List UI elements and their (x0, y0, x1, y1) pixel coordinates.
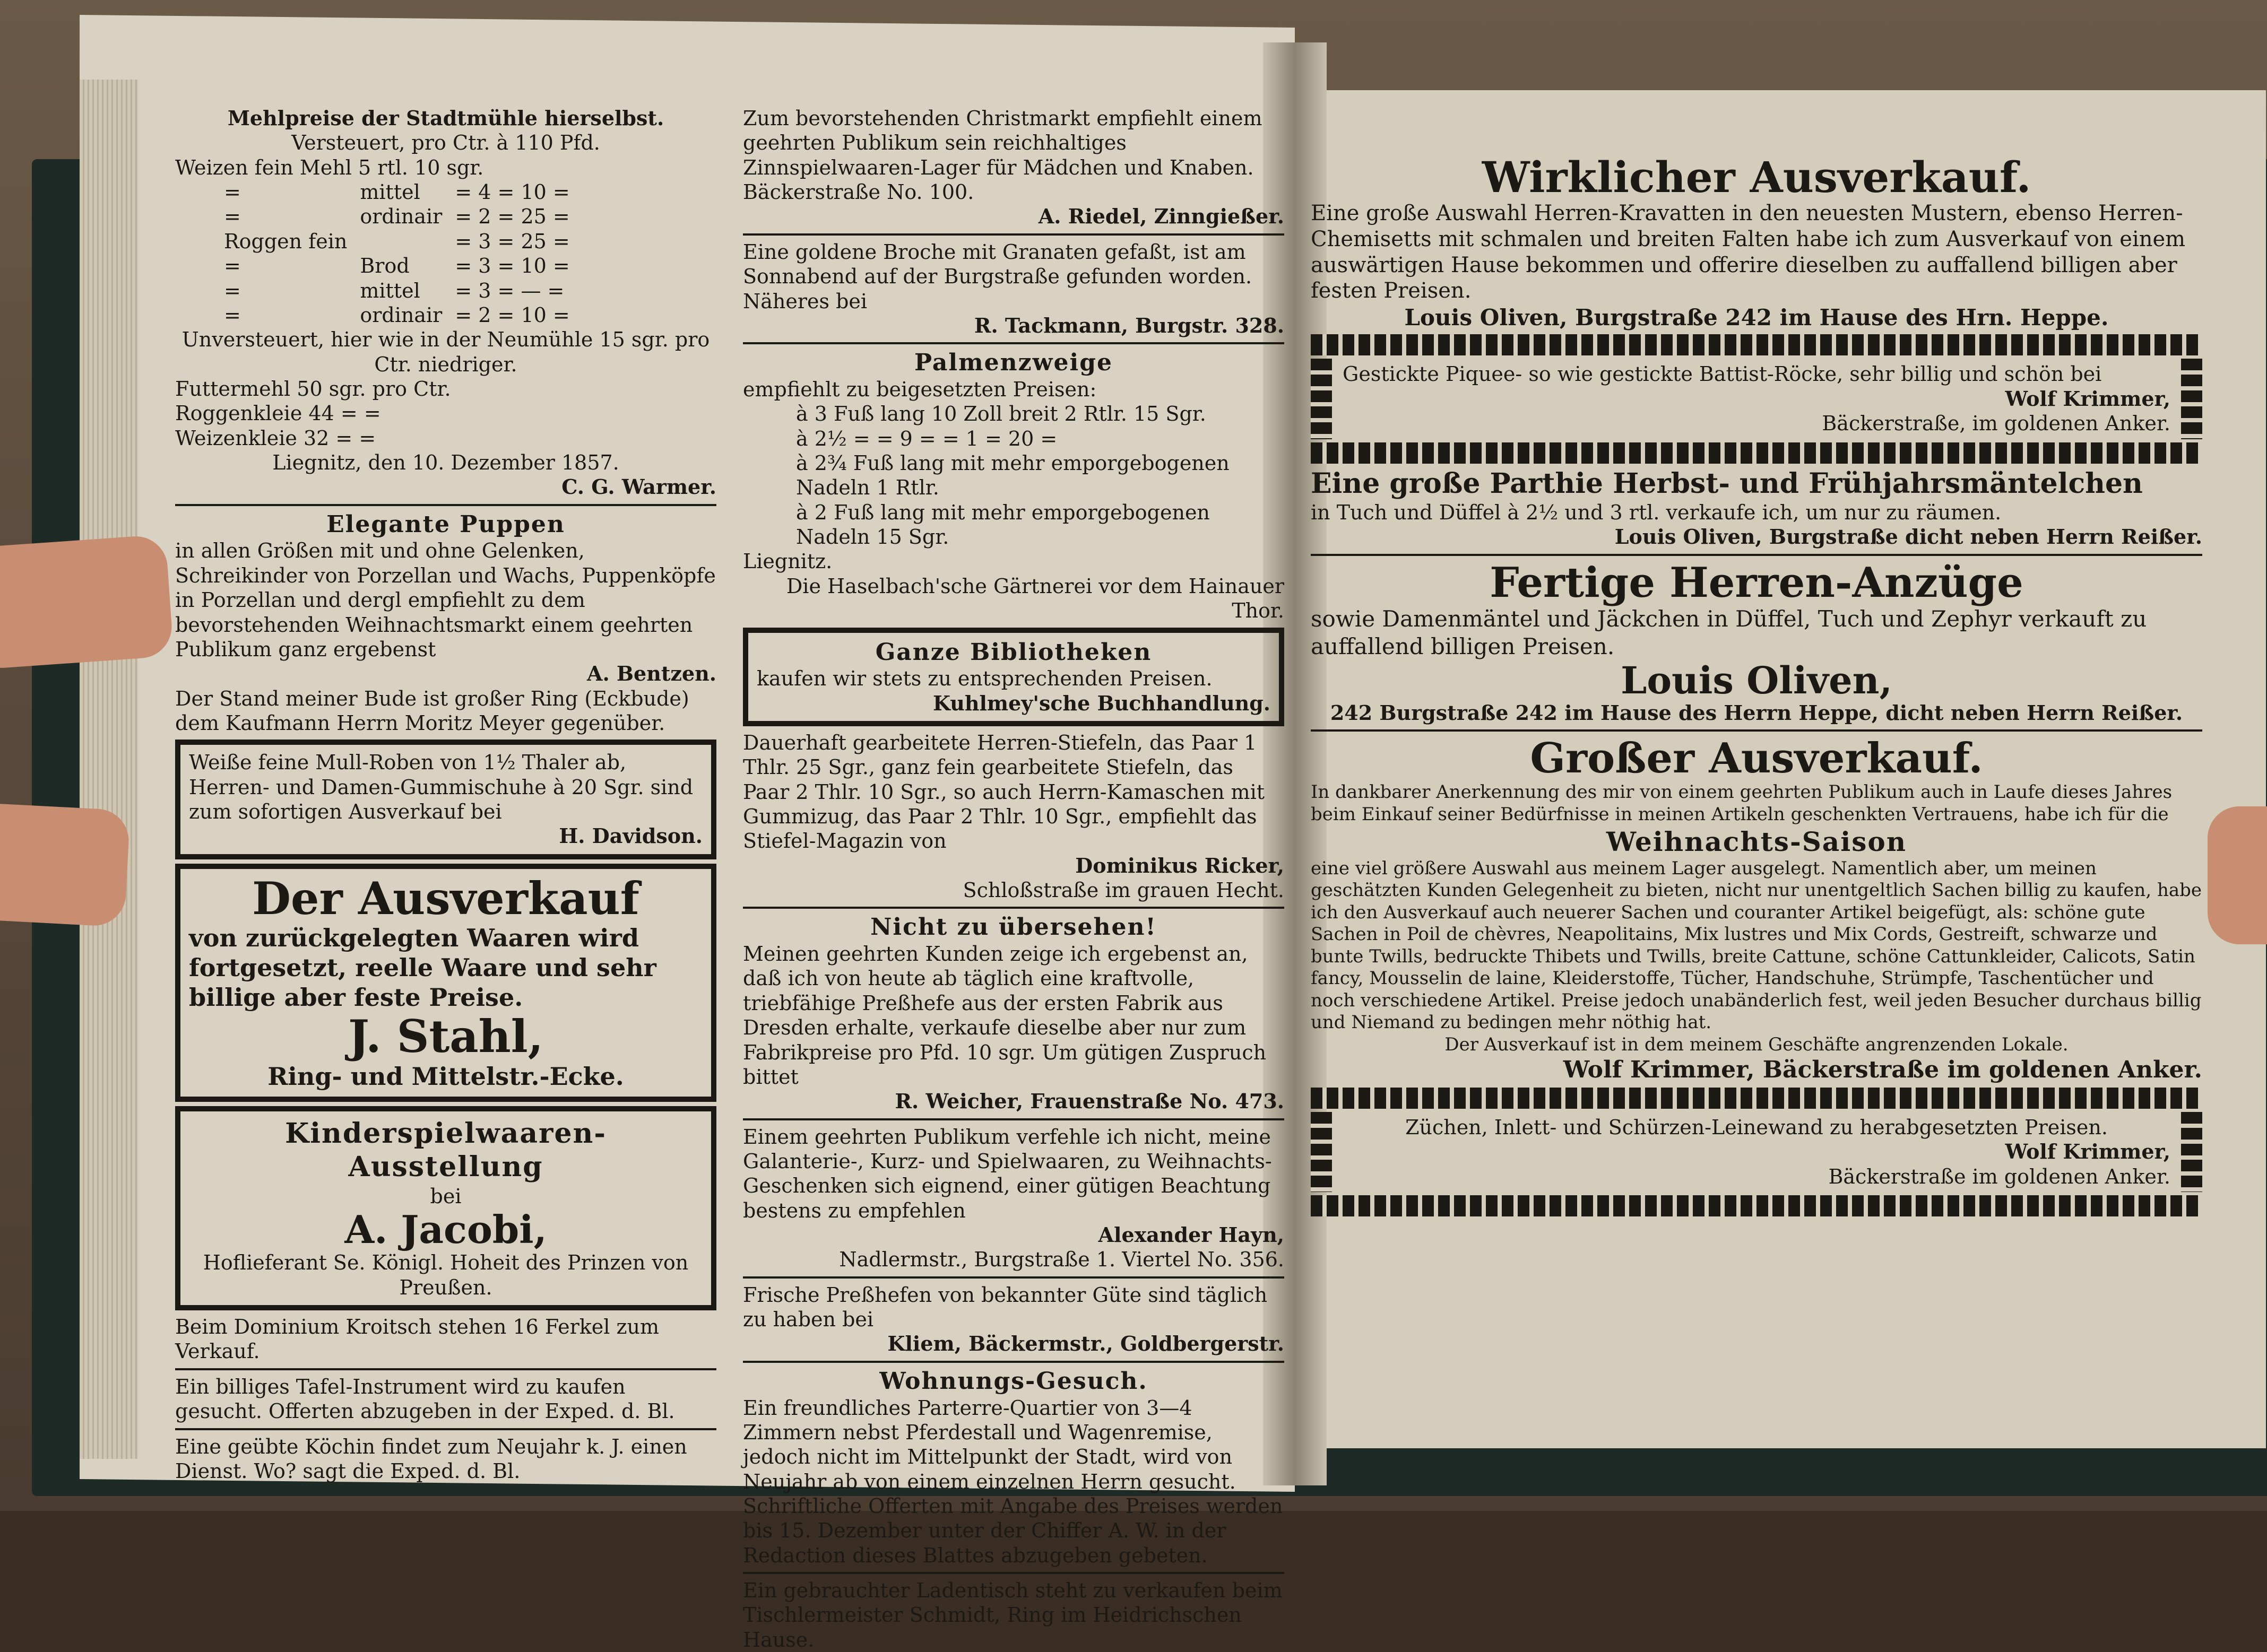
ornament-border (1311, 1112, 1332, 1192)
ornament-border (1311, 334, 2202, 355)
palmen-line: à 2 Fuß lang mit mehr emporgebogenen Nadeln 15 Sgr. (796, 500, 1210, 549)
palmen-line: à 2½ = = 9 = = 1 = 20 = (796, 427, 1058, 450)
price-row: = mittel = 3 = — = (224, 279, 565, 302)
futtermehl: Futtermehl 50 sgr. pro Ctr. (175, 377, 451, 401)
ornament-border (1311, 359, 1332, 439)
divider (175, 1428, 716, 1430)
gross-title: Großer Ausverkauf. (1530, 734, 1983, 783)
price-row: = ordinair = 2 = 10 = (224, 303, 570, 327)
divider (743, 907, 1284, 909)
ferkel-text: Beim Dominium Kroitsch stehen 16 Ferkel zum Verkauf. (175, 1315, 660, 1363)
christmarkt-text: Zum bevorstehenden Christmarkt empfiehlt einem geehrten Publikum sein reichhaltiges Zinnspielwaaren-Lager für Mädchen und Knaben. Bäckerstraße No. 100. (743, 107, 1262, 204)
price-row: = mittel = 4 = 10 = (224, 180, 570, 204)
bibl-title: Ganze Bibliotheken (875, 638, 1152, 666)
right-thumb (2208, 806, 2267, 944)
puppen-body: in allen Größen mit und ohne Gelenken, Schreikinder von Porzellan und Wachs, Puppenköpfe in Porzellan und dergl empfiehlt zu dem bevorstehenden Weihnachtsmarkt einem geehrten Publikum ganz ergebenst (175, 539, 716, 661)
gross-name: Wolf Krimmer, Bäckerstraße im goldenen Anker. (1563, 1056, 2202, 1084)
hayn-name: Alexander Hayn, (1098, 1223, 1284, 1247)
palmen-place: Liegnitz. (743, 550, 833, 573)
pique-sign-1: Wolf Krimmer, (2005, 386, 2170, 411)
stiefel-sign-1: Dominikus Ricker, (1075, 853, 1284, 877)
kinder-ad-box (175, 1106, 716, 1310)
date-line: Liegnitz, den 10. Dezember 1857. (272, 451, 619, 475)
fertige-body: sowie Damenmäntel und Jäckchen in Düffel, Tuch und Zephyr verkauft zu auffallend billigen Preisen. (1311, 606, 2147, 659)
kinder-name: A. Jacobi, (344, 1207, 547, 1253)
hefen-text: Frische Preßhefen von bekannter Güte sind täglich zu haben bei (743, 1283, 1268, 1332)
price-table (218, 180, 576, 327)
palmen-title: Palmenzweige (914, 349, 1113, 377)
ornament-border (2181, 359, 2202, 439)
wirklich-body: Eine große Auswahl Herren-Kravatten in den neuesten Mustern, ebenso Herren-Chemisetts mit schmalen und breiten Falten habe ich zum Ausverkauf von einem auswärtigen Hause bekommen und offerire dieselben zu auffallend billigen aber festen Preisen. (1311, 201, 2186, 303)
right-column (1311, 154, 2202, 1220)
stahl-name: J. Stahl, (348, 1010, 543, 1063)
pique-sign-2: Bäckerstraße, im goldenen Anker. (1822, 412, 2170, 436)
kinder-title: Kinderspielwaaren-Ausstellung (285, 1117, 607, 1184)
divider (743, 1118, 1284, 1120)
wirklich-title: Wirklicher Ausverkauf. (1482, 152, 2031, 202)
bibl-sign: Kuhlmey'sche Buchhandlung. (933, 691, 1270, 715)
kinder-sub: Hoflieferant Se. Königl. Hoheit des Prinzen von Preußen. (203, 1251, 689, 1299)
price-row: Roggen fein = 3 = 25 = (224, 229, 570, 253)
zuechen-sign-2: Bäckerstraße im goldenen Anker. (1828, 1164, 2170, 1188)
parthie-body: in Tuch und Düffel à 2½ und 3 rtl. verkaufe ich, um nur zu räumen. (1311, 500, 2002, 524)
ornament-border (1311, 1088, 2202, 1109)
puppen-title: Elegante Puppen (326, 510, 565, 538)
divider (743, 342, 1284, 344)
unversteuert: Unversteuert, hier wie in der Neumühle 15 sgr. pro Ctr. niedriger. (181, 328, 710, 376)
zuechen-sign-1: Wolf Krimmer, (2005, 1140, 2170, 1164)
mehl-title: Mehlpreise der Stadtmühle hierselbst. (227, 106, 664, 130)
wohnung-body: Ein freundliches Parterre-Quartier von 3—4 Zimmern nebst Pferdestall und Wagenremise, jedoch nicht im Mittelpunkt der Stadt, wird von Neujahr ab von einem einzelnen Herrn gesucht. Schriftliche Offerten mit Angabe des Preises werden bis 15. Dezember unter der Chiffer A. W. in der Redaction dieses Blattes abzugeben gebeten. (743, 1396, 1283, 1567)
nicht-body: Meinen geehrten Kunden zeige ich ergebenst an, daß ich von heute ab täglich eine kraftvolle, triebfähige Preßhefe aus der ersten Fabrik aus Dresden erhalte, verkaufe dieselbe aber nur zum Fabrikpreise pro Pfd. 10 sgr. Um gütigen Zuspruch bittet (743, 942, 1267, 1089)
kinder-bei: bei (430, 1184, 462, 1208)
pique-text: Gestickte Piquee- so wie gestickte Battist-Röcke, sehr billig und schön bei (1343, 362, 2102, 386)
versteuert: Versteuert, pro Ctr. à 110 Pfd. (291, 131, 600, 155)
puppen-sign: A. Bentzen. (586, 662, 716, 686)
weizen-head: Weizen fein Mehl 5 rtl. 10 sgr. (175, 155, 484, 179)
price-row: = Brod = 3 = 10 = (224, 254, 570, 278)
bibl-ad-box (743, 628, 1284, 726)
stiefel-text: Dauerhaft gearbeitete Herren-Stiefeln, das Paar 1 Thlr. 25 Sgr., ganz fein gearbeitete Stiefeln, das Paar 2 Thlr. 10 Sgr., so auch Herrn-Kamaschen mit Gummizug, das Paar 2 Thlr. 10 Sgr., empfiehlt das Stiefel-Magazin von (743, 731, 1265, 853)
left-thumb-top (0, 534, 174, 670)
hayn-addr: Nadlermstr., Burgstraße 1. Viertel No. 356. (839, 1248, 1284, 1272)
palmen-intro: empfiehlt zu beigesetzten Preisen: (743, 377, 1097, 401)
divider (175, 504, 716, 506)
price-row: = ordinair = 2 = 25 = (224, 205, 570, 229)
parthie-sign: Louis Oliven, Burgstraße dicht neben Herrn Reißer. (1614, 525, 2202, 549)
zuechen-text: Züchen, Inlett- und Schürzen-Leinewand zu herabgesetzten Preisen. (1405, 1115, 2108, 1139)
gross-sign: Der Ausverkauf ist in dem meinem Geschäfte angrenzenden Lokale. (1444, 1033, 2069, 1055)
ornament-border (2181, 1112, 2202, 1192)
divider (743, 1276, 1284, 1279)
nicht-title: Nicht zu übersehen! (870, 914, 1157, 941)
mull-text: Weiße feine Mull-Roben von 1½ Thaler ab, Herren- und Damen-Gummischuhe à 20 Sgr. sind zum sofortigen Ausverkauf bei (189, 751, 694, 824)
ladentisch-text: Ein gebrauchter Ladentisch steht zu verkaufen beim Tischlermeister Schmidt, Ring im Heidrichschen Hause. (743, 1579, 1283, 1651)
divider (743, 1361, 1284, 1363)
tafel-text: Ein billiges Tafel-Instrument wird zu kaufen gesucht. Offerten abzugeben in der Exped. d. Bl. (175, 1375, 675, 1423)
hayn-text: Einem geehrten Publikum verfehle ich nicht, meine Galanterie-, Kurz- und Spielwaaren, zu Weihnachts-Geschenken sich eignend, einer gütigen Beachtung bestens zu empfehlen (743, 1125, 1272, 1222)
mehl-signer: C. G. Warmer. (561, 475, 716, 499)
mull-ad-box (175, 740, 716, 859)
palmen-line: à 2¾ Fuß lang mit mehr emporgebogenen Nadeln 1 Rtlr. (796, 451, 1230, 500)
broche-text: Eine goldene Broche mit Granaten gefaßt, ist am Sonnabend auf der Burgstraße gefunden worden. Näheres bei (743, 240, 1252, 313)
divider (743, 1572, 1284, 1574)
left-column-1 (175, 106, 716, 1483)
wirklich-sign: Louis Oliven, Burgstraße 242 im Hause des Hrn. Heppe. (1404, 305, 2109, 331)
stand-text: Der Stand meiner Bude ist großer Ring (Eckbude) dem Kaufmann Herrn Moritz Meyer gegenüber. (175, 686, 689, 735)
stiefel-sign-2: Schloßstraße im grauen Hecht. (963, 879, 1284, 902)
divider (1311, 729, 2202, 732)
ausverkauf-title: Der Ausverkauf (252, 872, 639, 925)
palmen-sign: Die Haselbach'sche Gärtnerei vor dem Hainauer Thor. (786, 574, 1284, 623)
page-edges (80, 80, 138, 1459)
gross-saison: Weihnachts-Saison (1606, 826, 1907, 858)
ausverkauf-ad-box (175, 864, 716, 1102)
zuechen-ad (1311, 1112, 2202, 1192)
left-column-2 (743, 106, 1284, 1652)
roggenkleie: Roggenkleie 44 = = (175, 402, 381, 425)
left-thumb-bottom (0, 802, 131, 927)
fertige-title: Fertige Herren-Anzüge (1490, 558, 2023, 607)
divider (1311, 554, 2202, 556)
broche-sign: R. Tackmann, Burgstr. 328. (974, 313, 1284, 337)
divider (175, 1368, 716, 1370)
ornament-border (1311, 1195, 2202, 1216)
fertige-name: Louis Oliven, (1621, 658, 1892, 702)
stahl-addr: Ring- und Mittelstr.-Ecke. (267, 1062, 624, 1091)
mull-sign: H. Davidson. (559, 824, 703, 848)
divider (743, 233, 1284, 236)
fertige-addr: 242 Burgstraße 242 im Hause des Herrn Heppe, dicht neben Herrn Reißer. (1330, 700, 2183, 725)
koechin-text: Eine geübte Köchin findet zum Neujahr k. J. einen Dienst. Wo? sagt die Exped. d. Bl. (175, 1434, 687, 1483)
hefen-sign: Kliem, Bäckermstr., Goldbergerstr. (887, 1332, 1284, 1356)
parthie-title: Eine große Parthie Herbst- und Frühjahrsmäntelchen (1311, 467, 2143, 500)
weizenkleie: Weizenkleie 32 = = (175, 426, 376, 450)
christmarkt-sign: A. Riedel, Zinngießer. (1038, 204, 1284, 229)
wohnung-title: Wohnungs-Gesuch. (879, 1367, 1148, 1395)
ornament-border (1311, 442, 2202, 464)
nicht-sign: R. Weicher, Frauenstraße No. 473. (895, 1089, 1284, 1114)
bibl-body: kaufen wir stets zu entsprechenden Preisen. (757, 667, 1213, 691)
ausverkauf-body: von zurückgelegten Waaren wird fortgesetzt, reelle Waare und sehr billige aber feste Preise. (189, 924, 656, 1012)
palmen-line: à 3 Fuß lang 10 Zoll breit 2 Rtlr. 15 Sgr. (796, 402, 1206, 426)
gross-intro: In dankbarer Anerkennung des mir von einem geehrten Publikum auch in Laufe dieses Jahres beim Einkauf seiner Bedürfnisse in meinen Artikeln geschenkten Vertrauens, habe ich für die (1311, 781, 2173, 825)
pique-ad (1311, 359, 2202, 439)
gross-body: eine viel größere Auswahl aus meinem Lager ausgelegt. Namentlich aber, um meinen geschätzten Kunden Gelegenheit zu bieten, nicht nur unentgeltlich Sachen billig zu kaufen, habe ich den Ausverkauf auch neuerer Sachen und couranter Artikel beigefügt, als: schöne gute Sachen in Poil de chèvres, Neapolitains, Mix lustres und Mix Cords, Gestreift, schwarze und bunte Twills, bedruckte Thibets und Twills, breite Cattune, schöne Cattunkleider, Calicots, Satin fancy, Mousselin de laine, Kleiderstoffe, Tücher, Handschuhe, Strümpfe, Taschentücher und noch verschiedene Artikel. Preise jedoch unabänderlich fest, weil jeden Besucher durchaus billig und Niemand zu bedingen mehr nöthig hat. (1311, 858, 2202, 1033)
